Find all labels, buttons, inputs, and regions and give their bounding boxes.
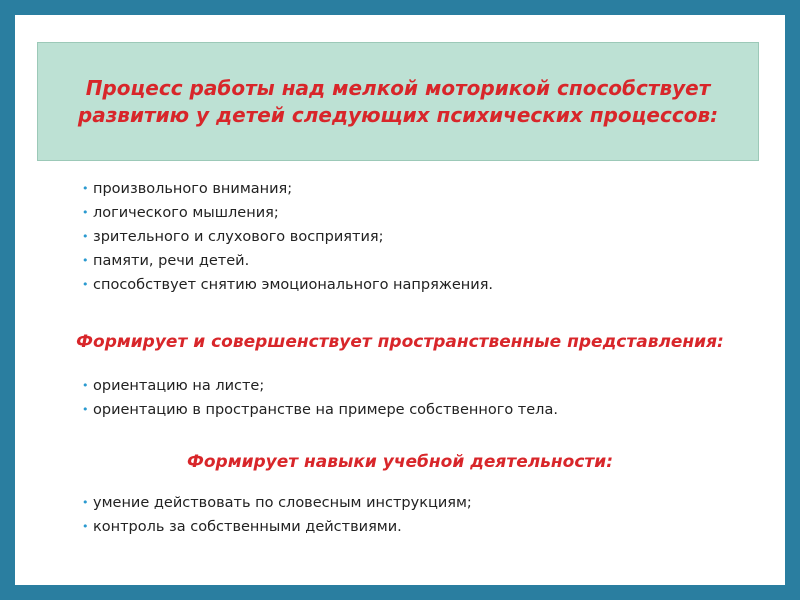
list-item-text: способствует снятию эмоционального напряжения. (93, 277, 494, 293)
list-item (82, 515, 472, 539)
list-item-text: логического мышления; (93, 205, 279, 221)
slide-title: Процесс работы над мелкой моторикой способствует развитию у детей следующих психических процессов: (77, 75, 719, 127)
bullet-icon: • (82, 379, 89, 392)
bullet-list-learning (82, 491, 472, 539)
list-item (82, 249, 493, 273)
bullet-icon: • (82, 278, 89, 291)
list-item (82, 398, 558, 422)
bullet-icon: • (82, 520, 89, 533)
slide (15, 15, 785, 585)
list-item-text: произвольного внимания; (93, 181, 293, 197)
title-box (37, 42, 759, 161)
list-item-text: ориентацию на листе; (93, 378, 265, 394)
list-item (82, 177, 493, 201)
list-item (82, 273, 493, 297)
list-item (82, 201, 493, 225)
list-item (82, 374, 558, 398)
bullet-icon: • (82, 230, 89, 243)
list-item-text: контроль за собственными действиями. (93, 519, 402, 535)
bullet-list-spatial (82, 374, 558, 422)
bullet-icon: • (82, 496, 89, 509)
list-item-text: памяти, речи детей. (93, 253, 250, 269)
list-item-text: умение действовать по словесным инструкциям; (93, 495, 472, 511)
list-item-text: зрительного и слухового восприятия; (93, 229, 384, 245)
section-heading-spatial: Формирует и совершенствует пространственные представления: (76, 332, 724, 352)
bullet-list-processes (82, 177, 493, 297)
bullet-icon: • (82, 206, 89, 219)
list-item-text: ориентацию в пространстве на примере собственного тела. (93, 402, 558, 418)
list-item (82, 225, 493, 249)
bullet-icon: • (82, 403, 89, 416)
bullet-icon: • (82, 254, 89, 267)
bullet-icon: • (82, 182, 89, 195)
section-heading-learning: Формирует навыки учебной деятельности: (186, 452, 613, 472)
list-item (82, 491, 472, 515)
